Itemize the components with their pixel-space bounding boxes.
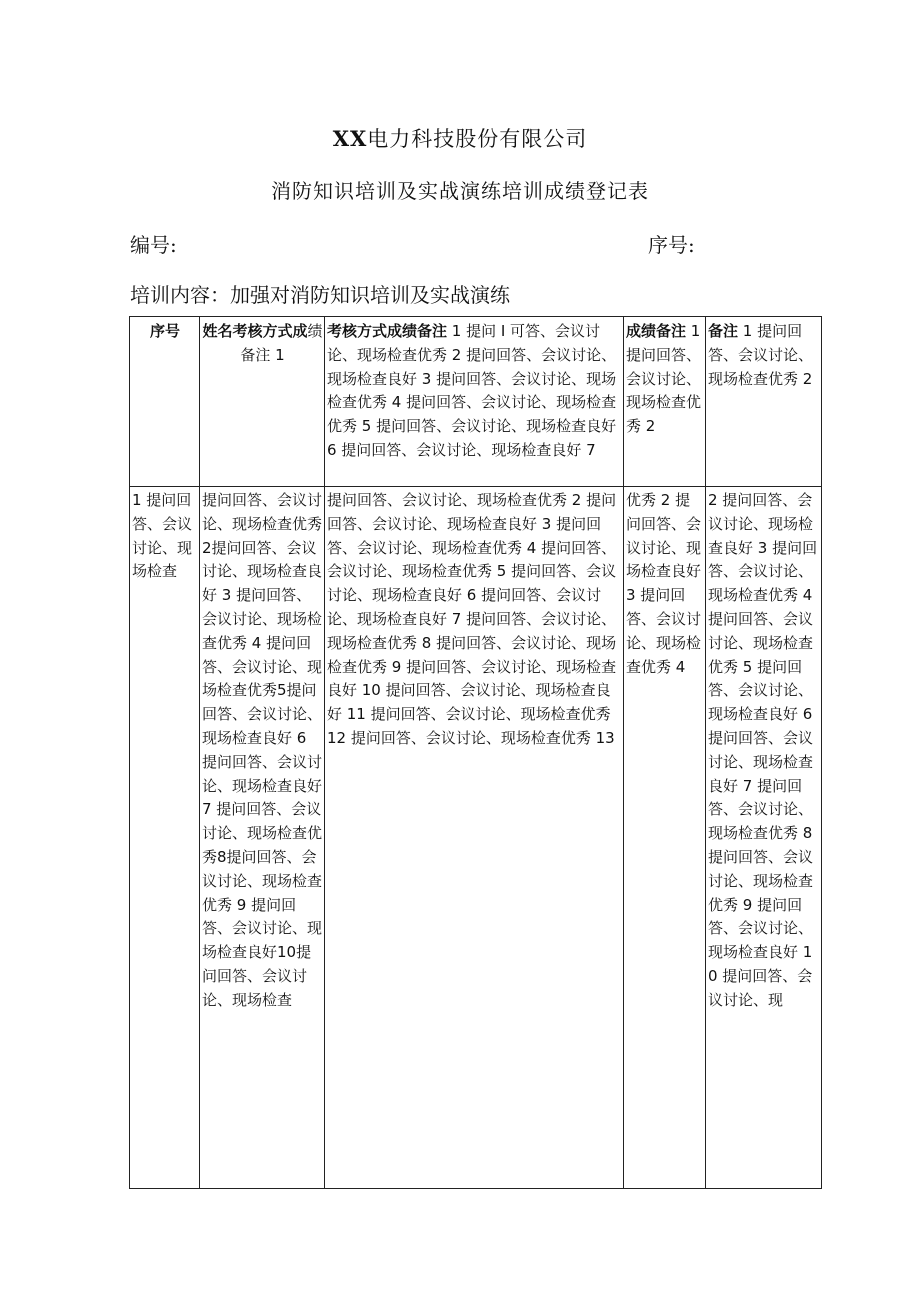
header-method-bold: 考核方式成绩备注 [327, 322, 448, 340]
table-row [130, 487, 822, 1189]
company-name-text: 电力科技股份有限公司 [367, 127, 588, 151]
header-method-rest: 1 提问 I 可答、会议讨论、现场检查优秀 2 提问回答、会议讨论、现场检查良好 3 提问回答、会议讨论、现场检查优秀 4 提问回答、会议讨论、现场检查优秀 5 提问回答、会议讨论、现场检查良好 6 提问回答、会议讨论、现场检查良好 7 [327, 322, 617, 459]
row-cell-remark: 2 提问回答、会议讨论、现场检查良好 3 提问回答、会议讨论、现场检查优秀 4 提问回答、会议讨论、现场检查优秀 5 提问回答、会议讨论、现场检查良好 6 提问回答、会议讨论、现场检查良好 7 提问回答、会议讨论、现场检查优秀 8 提问回答、会议讨论、现场检查优秀 9 提问回答、会议讨论、现场检查良好 10 提问回答、会议讨论、现 [706, 487, 822, 1189]
header-score-bold: 成绩备注 [626, 322, 687, 340]
form-title: 消防知识培训及实战演练培训成绩登记表 [271, 179, 649, 203]
header-score-rest: 1 提问回答、会议讨论、现场检查优秀 2 [626, 322, 702, 436]
header-cell-seq [130, 317, 200, 487]
header-remark-bold: 备注 [708, 322, 739, 340]
header-cell-name [200, 317, 325, 487]
header-cell-remark [706, 317, 822, 487]
company-name [0, 123, 920, 153]
row-cell-method: 提问回答、会议讨论、现场检查优秀 2 提问回答、会议讨论、现场检查良好 3 提问回答、会议讨论、现场检查优秀 4 提问回答、会议讨论、现场检查优秀 5 提问回答、会议讨论、现场检查良好 6 提问回答、会议讨论、现场检查良好 7 提问回答、会议讨论、现场检查优秀 8 提问回答、会议讨论、现场检查优秀 9 提问回答、会议讨论、现场检查良好 10 提问回答、会议讨论、现场检查良好 11 提问回答、会议讨论、现场检查优秀 12 提问回答、会议讨论、现场检查优秀 13 [325, 487, 624, 1189]
header-cell-method [325, 317, 624, 487]
header-remark-rest: 1 提问回答、会议讨论、现场检查优秀 2 [708, 322, 814, 388]
sequence-label: 序号: [648, 233, 695, 257]
header-seq-bold: 序号 [149, 322, 180, 340]
company-prefix: XX [332, 126, 368, 151]
number-label: 编号: [130, 233, 177, 257]
row-cell-name: 提问回答、会议讨论、现场检查优秀2提问回答、会议讨论、现场检查良好 3 提问回答、会议讨论、现场检查优秀 4 提问回答、会议讨论、现场检查优秀5提问回答、会议讨论、现场检查良好 6 提问回答、会议讨论、现场检查良好 7 提问回答、会议讨论、现场检查优秀8提问回答、会议讨论、现场检查优秀 9 提问回答、会议讨论、现场检查良好10提问回答、会议讨论、现场检查 [200, 487, 325, 1189]
row-cell-score: 优秀 2 提问回答、会议讨论、现场检查良好 3 提问回答、会议讨论、现场检查优秀 4 [624, 487, 706, 1189]
training-content: 培训内容：加强对消防知识培训及实战演练 [130, 283, 510, 307]
table-header-row [130, 317, 822, 487]
row-cell-seq: 1 提问回答、会议讨论、现场检查 [130, 487, 200, 1189]
header-cell-score [624, 317, 706, 487]
header-name-bold: 姓名考核方式成 [202, 322, 308, 340]
header-name-rest: 绩备注 1 [240, 322, 323, 364]
score-table [129, 316, 822, 1189]
